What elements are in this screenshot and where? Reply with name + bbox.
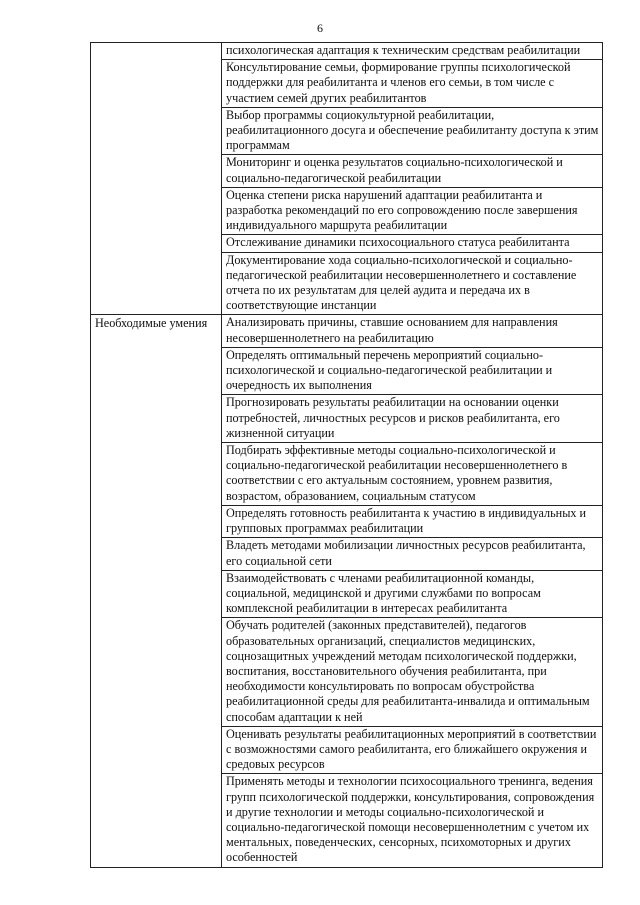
- table-cell: [222, 187, 603, 235]
- table-cell: [222, 235, 603, 252]
- skill-item: Взаимодействовать с членами реабилитационной команды, социальной, медицинской и другими службами по вопросам комплексной реабилитации в интересах реабилитанта: [226, 570, 541, 616]
- section-label: Необходимые умения: [95, 316, 208, 331]
- table-cell: [222, 505, 603, 537]
- table-cell: [222, 107, 603, 155]
- skill-item: Обучать родителей (законных представителей), педагогов образовательных организаций, специалистов медицинских, соцнозащитных учреждений методам психологической поддержки, воспитания, восстановительного обучения реабилитанта, при необходимости консультировать по вопросам обустройства реабилитационной среды для реабилитанта-инвалида и оптимальным способам адаптации к ней: [226, 618, 590, 724]
- table-cell: [222, 155, 603, 187]
- table-cell: [222, 570, 603, 618]
- skill-item: Прогнозировать результаты реабилитации на основании оценки потребностей, личностных ресурсов и рисков реабилитанта, его жизненной ситуации: [226, 395, 560, 440]
- skill-item: Подбирать эффективные методы социально-психологической и социально-педагогической реабилитации несовершеннолетнего в соответствии с его актуальным состоянием, уровнем развития, возрастом, образованием, социальным статусом: [226, 443, 568, 503]
- table-cell: [222, 347, 603, 395]
- table-cell: [222, 252, 603, 315]
- table-cell: [222, 43, 603, 60]
- action-item: Отслеживание динамики психосоциального статуса реабилитанта: [226, 235, 570, 250]
- skill-item: Определять готовность реабилитанта к участию в индивидуальных и групповых программах реабилитации: [226, 505, 587, 536]
- table-cell: [222, 774, 603, 867]
- table-cell: [222, 395, 603, 443]
- skill-item: Анализировать причины, ставшие основанием для направления несовершеннолетнего на реабилитацию: [226, 315, 558, 345]
- table-cell: [222, 60, 603, 108]
- action-item: Мониторинг и оценка результатов социально-психологической и социально-педагогической реабилитации: [226, 155, 563, 185]
- table-cell: [222, 726, 603, 774]
- action-item: Документирование хода социально-психологической и социально-педагогической реабилитации несовершеннолетнего и составление отчета по их результатам для целей аудита и передача их в соответствующие инстанции: [226, 252, 577, 313]
- skill-item: Оценивать результаты реабилитационных мероприятий в соответствии с возможностями самого реабилитанта, его ближайшего окружения и средовых ресурсов: [226, 726, 597, 772]
- table-row: [91, 43, 603, 60]
- table-cell: [222, 618, 603, 726]
- action-item: Консультирование семьи, формирование группы психологической поддержки для реабилитанта и членов его семьи, в том числе с участием семей других реабилитантов: [226, 60, 571, 105]
- action-item: Выбор программы социокультурной реабилитации, реабилитационного досуга и обеспечение реабилитанту доступа к этим программам: [226, 107, 599, 153]
- table-row: [91, 315, 603, 347]
- page-number: 6: [317, 21, 323, 35]
- action-item: психологическая адаптация к техническим средствам реабилитации: [226, 43, 581, 57]
- skill-item: Определять оптимальный перечень мероприятий социально-психологической и социально-педагогической реабилитации и очередность их выполнения: [226, 347, 553, 393]
- table-cell: [222, 315, 603, 347]
- section-label-cell: [91, 315, 222, 867]
- empty-label-cell: [91, 43, 222, 315]
- table-cell: [222, 538, 603, 570]
- action-item: Оценка степени риска нарушений адаптации реабилитанта и разработка рекомендаций по его сопровождению после завершения индивидуального маршрута реабилитации: [226, 187, 578, 233]
- skill-item: Владеть методами мобилизации личностных ресурсов реабилитанта, его социальной сети: [226, 538, 586, 568]
- skill-item: Применять методы и технологии психосоциального тренинга, ведения групп психологической поддержки, консультирования, сопровождения и другие технологии и методы социально-психологической и социально-педагогической помощи несовершеннолетним с учетом их ментальных, поведенческих, сенсорных, психомоторных и других особенностей: [226, 774, 595, 865]
- table-cell: [222, 443, 603, 506]
- competency-table: [90, 42, 603, 868]
